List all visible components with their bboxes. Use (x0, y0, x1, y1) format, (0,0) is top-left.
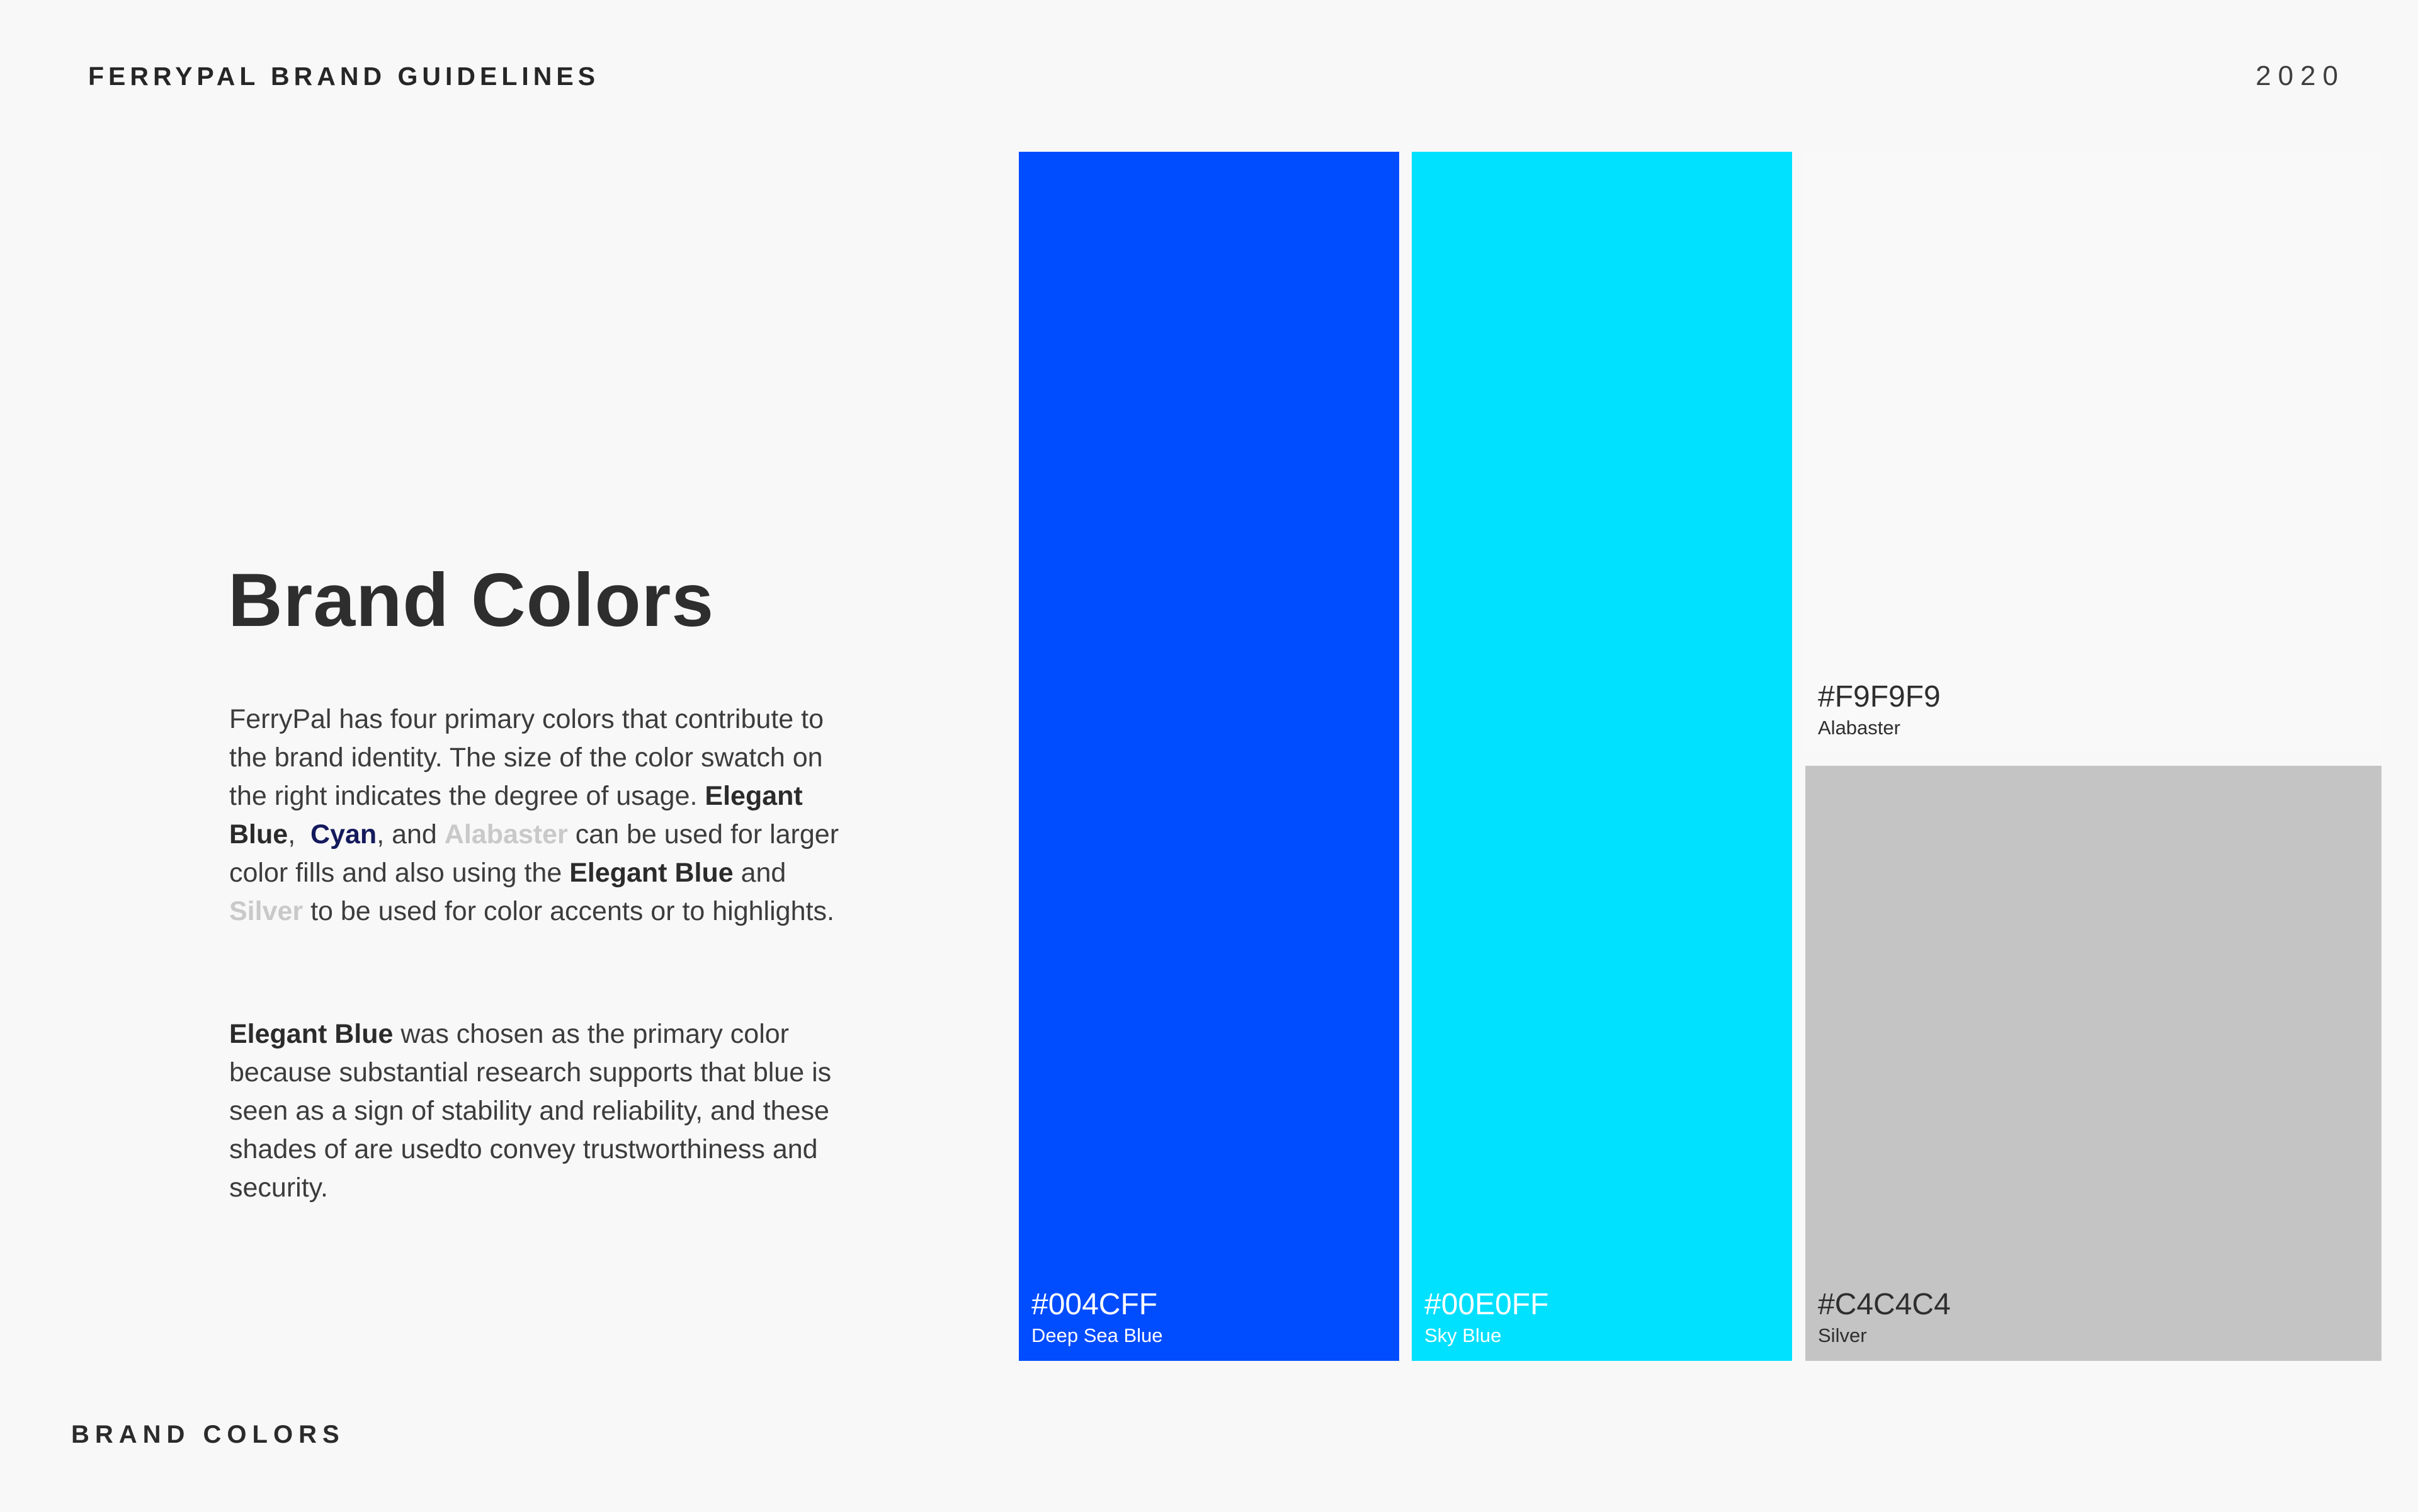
color-swatch-deep-sea-blue (1019, 152, 1399, 1361)
swatch-hex-code: #004CFF (1031, 1288, 1158, 1322)
swatch-hex-code: #00E0FF (1424, 1288, 1549, 1322)
swatch-hex-code: #F9F9F9 (1818, 680, 1941, 714)
color-swatch-silver (1805, 766, 2381, 1361)
swatch-color-name: Sky Blue (1424, 1324, 1502, 1347)
swatch-label (1424, 1287, 1548, 1347)
color-swatch-alabaster (1805, 152, 2381, 753)
swatch-hex-code: #C4C4C4 (1818, 1288, 1951, 1322)
swatch-color-name: Silver (1818, 1324, 1867, 1347)
document-title: FERRYPAL BRAND GUIDELINES (88, 62, 600, 91)
brand-colors-intro-paragraph: FerryPal has four primary colors that contribute to the brand identity. The size of the color swatch on the right indicates the degree of usage. Elegant Blue, Cyan, and Alabaster can be used for larger color fills and also using the Elegant Blue and Silver to be used for color accents or to highlights. (229, 704, 846, 926)
swatch-label (1818, 679, 1941, 739)
swatch-color-name: Alabaster (1818, 717, 1900, 739)
footer-section-label: BRAND COLORS (71, 1421, 345, 1448)
document-year: 2020 (2256, 60, 2345, 91)
color-swatch-sky-blue (1412, 152, 1792, 1361)
swatch-color-name: Deep Sea Blue (1031, 1324, 1163, 1347)
page-title: Brand Colors (228, 558, 715, 642)
swatch-label (1031, 1287, 1163, 1347)
swatch-label (1818, 1287, 1951, 1347)
elegant-blue-rationale-paragraph: Elegant Blue was chosen as the primary color because substantial research supports that blue is seen as a sign of stability and reliability, and these shades of are usedto convey trustworthiness and security. (229, 1019, 839, 1203)
